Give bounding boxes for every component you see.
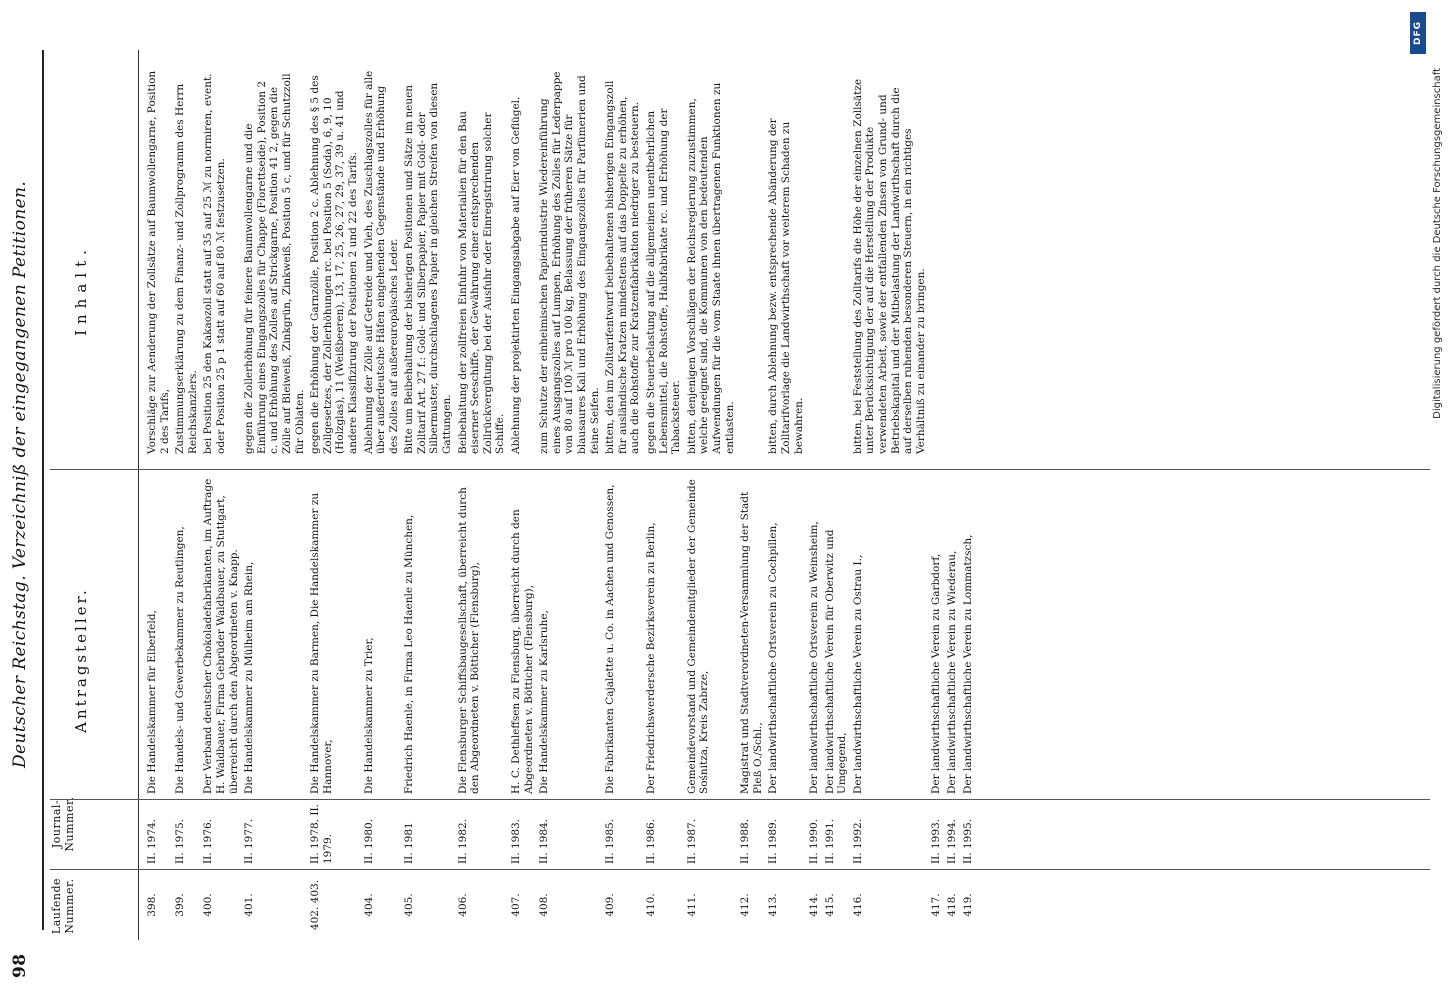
table-row [739,40,764,940]
cell-laufende-nummer: 413. [767,893,780,917]
table-row [946,40,959,940]
cell-laufende-nummer: 414. [808,893,821,917]
cell-antragsteller: Gemeindevorstand und Gemeindemitglieder der Gemeinde Sośnitza, Kreis Zabrze, [685,479,711,794]
cell-inhalt: Vorschläge zur Aenderung der Zollsätze auf Baumwollengarne, Position 2 des Tarifs, [146,70,171,454]
table-row [146,40,171,940]
table-row [457,40,507,940]
cell-antragsteller: Die Handels- und Gewerbekammer zu Reutlingen, [174,526,187,794]
cell-inhalt: bitten, durch Ablehnung bezw. entsprechende Abänderung der Zolltarifvorlage die Landwirthschaft vor weiterem Schaden zu bewahren. [767,118,805,454]
table-row [243,40,306,940]
cell-laufende-nummer: 410. [644,893,657,917]
cell-antragsteller: Magistrat und Stadtverordneten-Versammlung der Stadt Pleß O./Schl., [739,491,764,794]
cell-journal-nummer: II. 1977. [243,818,256,864]
cell-journal-nummer: II. 1994. [946,818,959,864]
cell-journal-nummer: II. 1988. [739,818,752,864]
running-title: Deutscher Reichstag. Verzeichniß der eingegangenen Petitionen. [10,180,30,768]
cell-antragsteller: Die Fabrikanten Cajalette u. Co. in Aachen und Genossen, [604,484,617,794]
cell-journal-nummer: II. 1995. [961,818,974,864]
table-row [510,40,535,940]
cell-journal-nummer: II. 1990. [808,818,821,864]
table-row [686,40,736,940]
cell-antragsteller: Der landwirthschaftliche Verein zu Wiederau, [946,550,959,794]
dfg-sidebar [1408,8,1443,998]
table-row [309,40,359,940]
column-header-antragsteller: Antragsteller. [72,587,90,733]
cell-journal-nummer: II. 1987. [685,818,698,864]
cell-laufende-nummer: 398. [146,893,158,917]
header-rule [42,50,44,930]
column-header-inhalt: Inhalt. [72,244,90,336]
cell-antragsteller: Der landwirthschaftliche Ortsverein zu Weinsheim, [808,521,821,794]
page-number: 98 [10,953,30,978]
cell-inhalt: gegen die Steuerbelastung auf die allgemeinen unentbehrlichen Lebensmittel, die Rohstoffe, Halbfabrikate rc. und Erhöhung der Tabacksteuer. [644,108,683,454]
cell-inhalt: Ablehnung der Zölle auf Getreide und Vieh, des Zuschlagszolles für alle über außerdeutsche Häfen eingehenden Gegenstände und Erhöhung des Zolles auf außereuropäisches Leder. [362,70,400,454]
table-row [930,40,943,940]
cell-inhalt: gegen die Erhöhung der Garnzölle, Position 2 c. Ablehnung des § 5 des Zollgesetzes, der Zollerhöhungen rc. bei Position 5 (Soda), 6, 9, 10 (Holzglas), 11 (Weißbeeren), 13, 17, 25, 26, 27, 29, 37, 39 u. 41 und andere Klassifizirung der Positionen 2 und 22 des Tarifs. [309,75,359,454]
column-header-journal-nummer: Journal- Nummer. [50,796,76,852]
cell-antragsteller: Die Handelskammer zu Karlsruhe, [538,610,551,794]
cell-inhalt: gegen die Zollerhöhung für feinere Baumwollengarne und die Einführung eines Eingangszolles für Chappe (Florettseide), Position 2 c. und Erhöhung des Zolles auf Strickgarne, Position 41 2, gegen die Zölle auf Bleiweiß, Zinkgrün, Zinkweiß, Position 5 c, und für Schutzzoll für Oblaten. [243,73,306,454]
cell-inhalt: bei Position 25 den Kakaozoll statt auf 35 auf 25 ℳ zu normiren, event. oder Position 25 p 1 statt auf 60 auf 80 ℳ festzusetzen. [202,73,227,454]
table-row [174,40,199,940]
cell-antragsteller: Der Verband deutscher Chokoladefabrikanten, im Auftrage H. Waldbauer, Firma Gebrüder Waldbauer, zu Stuttgart, überreicht durch den Abgeordneten v. Knapp. [202,478,240,794]
cell-antragsteller: Die Handelskammer für Elberfeld, [146,610,158,794]
cell-journal-nummer: II. 1976. [202,818,215,864]
cell-inhalt [946,40,959,464]
cell-laufende-nummer: 415. [823,893,836,917]
cell-laufende-nummer: 417. [930,893,943,917]
cell-antragsteller: Der landwirthschaftliche Verein zu Lommatzsch, [961,534,974,794]
cell-inhalt: bitten, bei Feststellung des Zolltarifs die Höhe der einzelnen Zollsätze unter Berücksichtigung der auf die Herstellung der Produkte verwendeten Arbeit, sowie der entfallenden Zinsen von Grund- und Betriebskapital und der Mitbelastung der Landwirthschaft durch die auf derselben ruhenden besonderen Steuern, in ein richtiges Verhältniß zu einander zu bringen. [851,78,927,454]
cell-antragsteller: Friedrich Haenle, in Firma Leo Haenle zu München, [403,514,416,794]
table-row [767,40,805,940]
cell-journal-nummer: II. 1982. [456,818,469,864]
table-row [403,40,453,940]
table-row [852,40,928,940]
cell-antragsteller: Die Handelskammer zu Barmen, Die Handelskammer zu Hannover, [309,492,334,794]
cell-antragsteller: Der landwirthschaftliche Ortsverein zu Cochpillen, [767,522,780,794]
cell-journal-nummer: II. 1981 [403,822,416,864]
cell-antragsteller: Der Friedrichswerdersche Bezirksverein zu Berlin, [644,522,657,794]
cell-laufende-nummer: 404. [362,893,375,917]
cell-journal-nummer: II. 1989. [767,818,780,864]
cell-journal-nummer: II. 1978. II. 1979. [309,803,334,864]
cell-inhalt: bitten, denjenigen Vorschlägen der Reichsregierung zuzustimmen, welche geeignet sind, die Kommunen von den bedeutenden Aufwendungen für die vom Staate ihnen übertragenen Funktionen zu entlasten. [685,82,736,454]
cell-antragsteller: Der landwirthschaftliche Verein zu Ostrau I., [851,554,864,794]
cell-laufende-nummer: 400. [202,893,215,917]
cell-laufende-nummer: 399. [174,893,187,917]
cell-laufende-nummer: 405. [403,893,416,917]
cell-journal-nummer: II. 1991. [823,818,836,864]
cell-laufende-nummer: 401. [243,893,256,917]
cell-inhalt [808,40,821,464]
table-row [645,40,683,940]
cell-journal-nummer: II. 1993. [930,818,943,864]
table-row [604,40,642,940]
cell-inhalt: Beibehaltung der zollfreien Einfuhr von Materialien für den Bau eiserner Seeschiffe, der Gewährung einer entsprechenden Zollrückvergütung bei der Ausfuhr oder Einregistrirung solcher Schiffe. [456,111,507,454]
cell-antragsteller: Der landwirthschaftliche Verein für Oberwitz und Umgegend, [823,529,849,794]
cell-laufende-nummer: 416. [851,893,864,917]
cell-laufende-nummer: 408. [538,893,551,917]
cell-inhalt [739,40,764,464]
column-header-rule [138,50,139,940]
petition-table [146,40,977,940]
cell-laufende-nummer: 407. [510,893,523,917]
cell-laufende-nummer: 412. [739,893,752,917]
cell-inhalt: Bitte um Beibehaltung der bisherigen Positionen und Sätze im neuen Zolltarif Art. 27 f.: Gold- und Silberpapier, Papier mit Gold- oder Silbermuster, durchschlagenes Papier in gleichen Streifen von diesen Gattungen. [403,82,454,454]
cell-journal-nummer: II. 1983. [510,818,523,864]
table-row [808,40,821,940]
cell-journal-nummer: II. 1986. [644,818,657,864]
cell-inhalt [824,40,849,464]
cell-inhalt: Ablehnung der projektirten Eingangsabgabe auf Eier von Geflügel. [510,96,523,454]
cell-journal-nummer: II. 1992. [851,818,864,864]
cell-journal-nummer: II. 1984. [538,818,551,864]
cell-journal-nummer: II. 1980. [362,818,375,864]
cell-antragsteller: H. C. Dethleffsen zu Flensburg, überreicht durch den Abgeordneten v. Bötticher (Flensburg), [510,509,535,794]
cell-inhalt [930,40,943,464]
dfg-credit: Digitalisierung gefördert durch die Deutsche Forschungsgemeinschaft [1432,68,1443,419]
cell-laufende-nummer: 411. [685,893,698,917]
cell-journal-nummer: II. 1975. [174,818,187,864]
cell-inhalt [962,40,975,464]
cell-inhalt: Zustimmungserklärung zu dem Finanz- und Zollprogramm des Herrn Reichskanzlers. [174,83,199,454]
cell-inhalt: zum Schutze der einheimischen Papierindustrie Wiedereinführung eines Ausgangszolles auf Lumpen, Erhöhung des Zolles für Lederpappe von 80 auf 100 ℳ pro 100 kg, Belassung der früheren Sätze für blausaures Kali und Erhöhung des Eingangszolles für Parfümerien und feine Seifen. [538,71,601,454]
cell-antragsteller: Die Handelskammer zu Trier, [362,637,375,794]
cell-antragsteller: Der landwirthschaftliche Verein zu Garbdorf, [930,553,943,794]
table-row [363,40,401,940]
cell-laufende-nummer: 419. [961,893,974,917]
cell-laufende-nummer: 402. 403. [309,879,322,931]
cell-inhalt: bitten, den im Zolltarifentwurf beibehaltenen bisherigen Eingangszoll für ausländische Kratzen mindestens auf das Doppelte zu erhöhen, auch die Rohstoffe zur Kratzenfabrikation niedriger zu besteuern. [604,80,642,454]
cell-laufende-nummer: 418. [946,893,959,917]
cell-antragsteller: Die Flensburger Schiffsbaugesellschaft, überreicht durch den Abgeordneten v. Bötticher (Flensburg), [456,487,482,794]
table-row [962,40,975,940]
dfg-logo: DFG [1410,12,1426,54]
cell-laufende-nummer: 409. [604,893,617,917]
page-header [10,48,40,988]
cell-journal-nummer: II. 1985. [604,818,617,864]
column-header-laufende-nummer: Laufende Nummer. [50,877,76,935]
table-row [538,40,601,940]
table-row [824,40,849,940]
cell-journal-nummer: II. 1974. [146,818,158,864]
cell-laufende-nummer: 406. [456,893,469,917]
table-row [202,40,240,940]
cell-antragsteller: Die Handelskammer zu Mülheim am Rhein, [243,561,256,794]
